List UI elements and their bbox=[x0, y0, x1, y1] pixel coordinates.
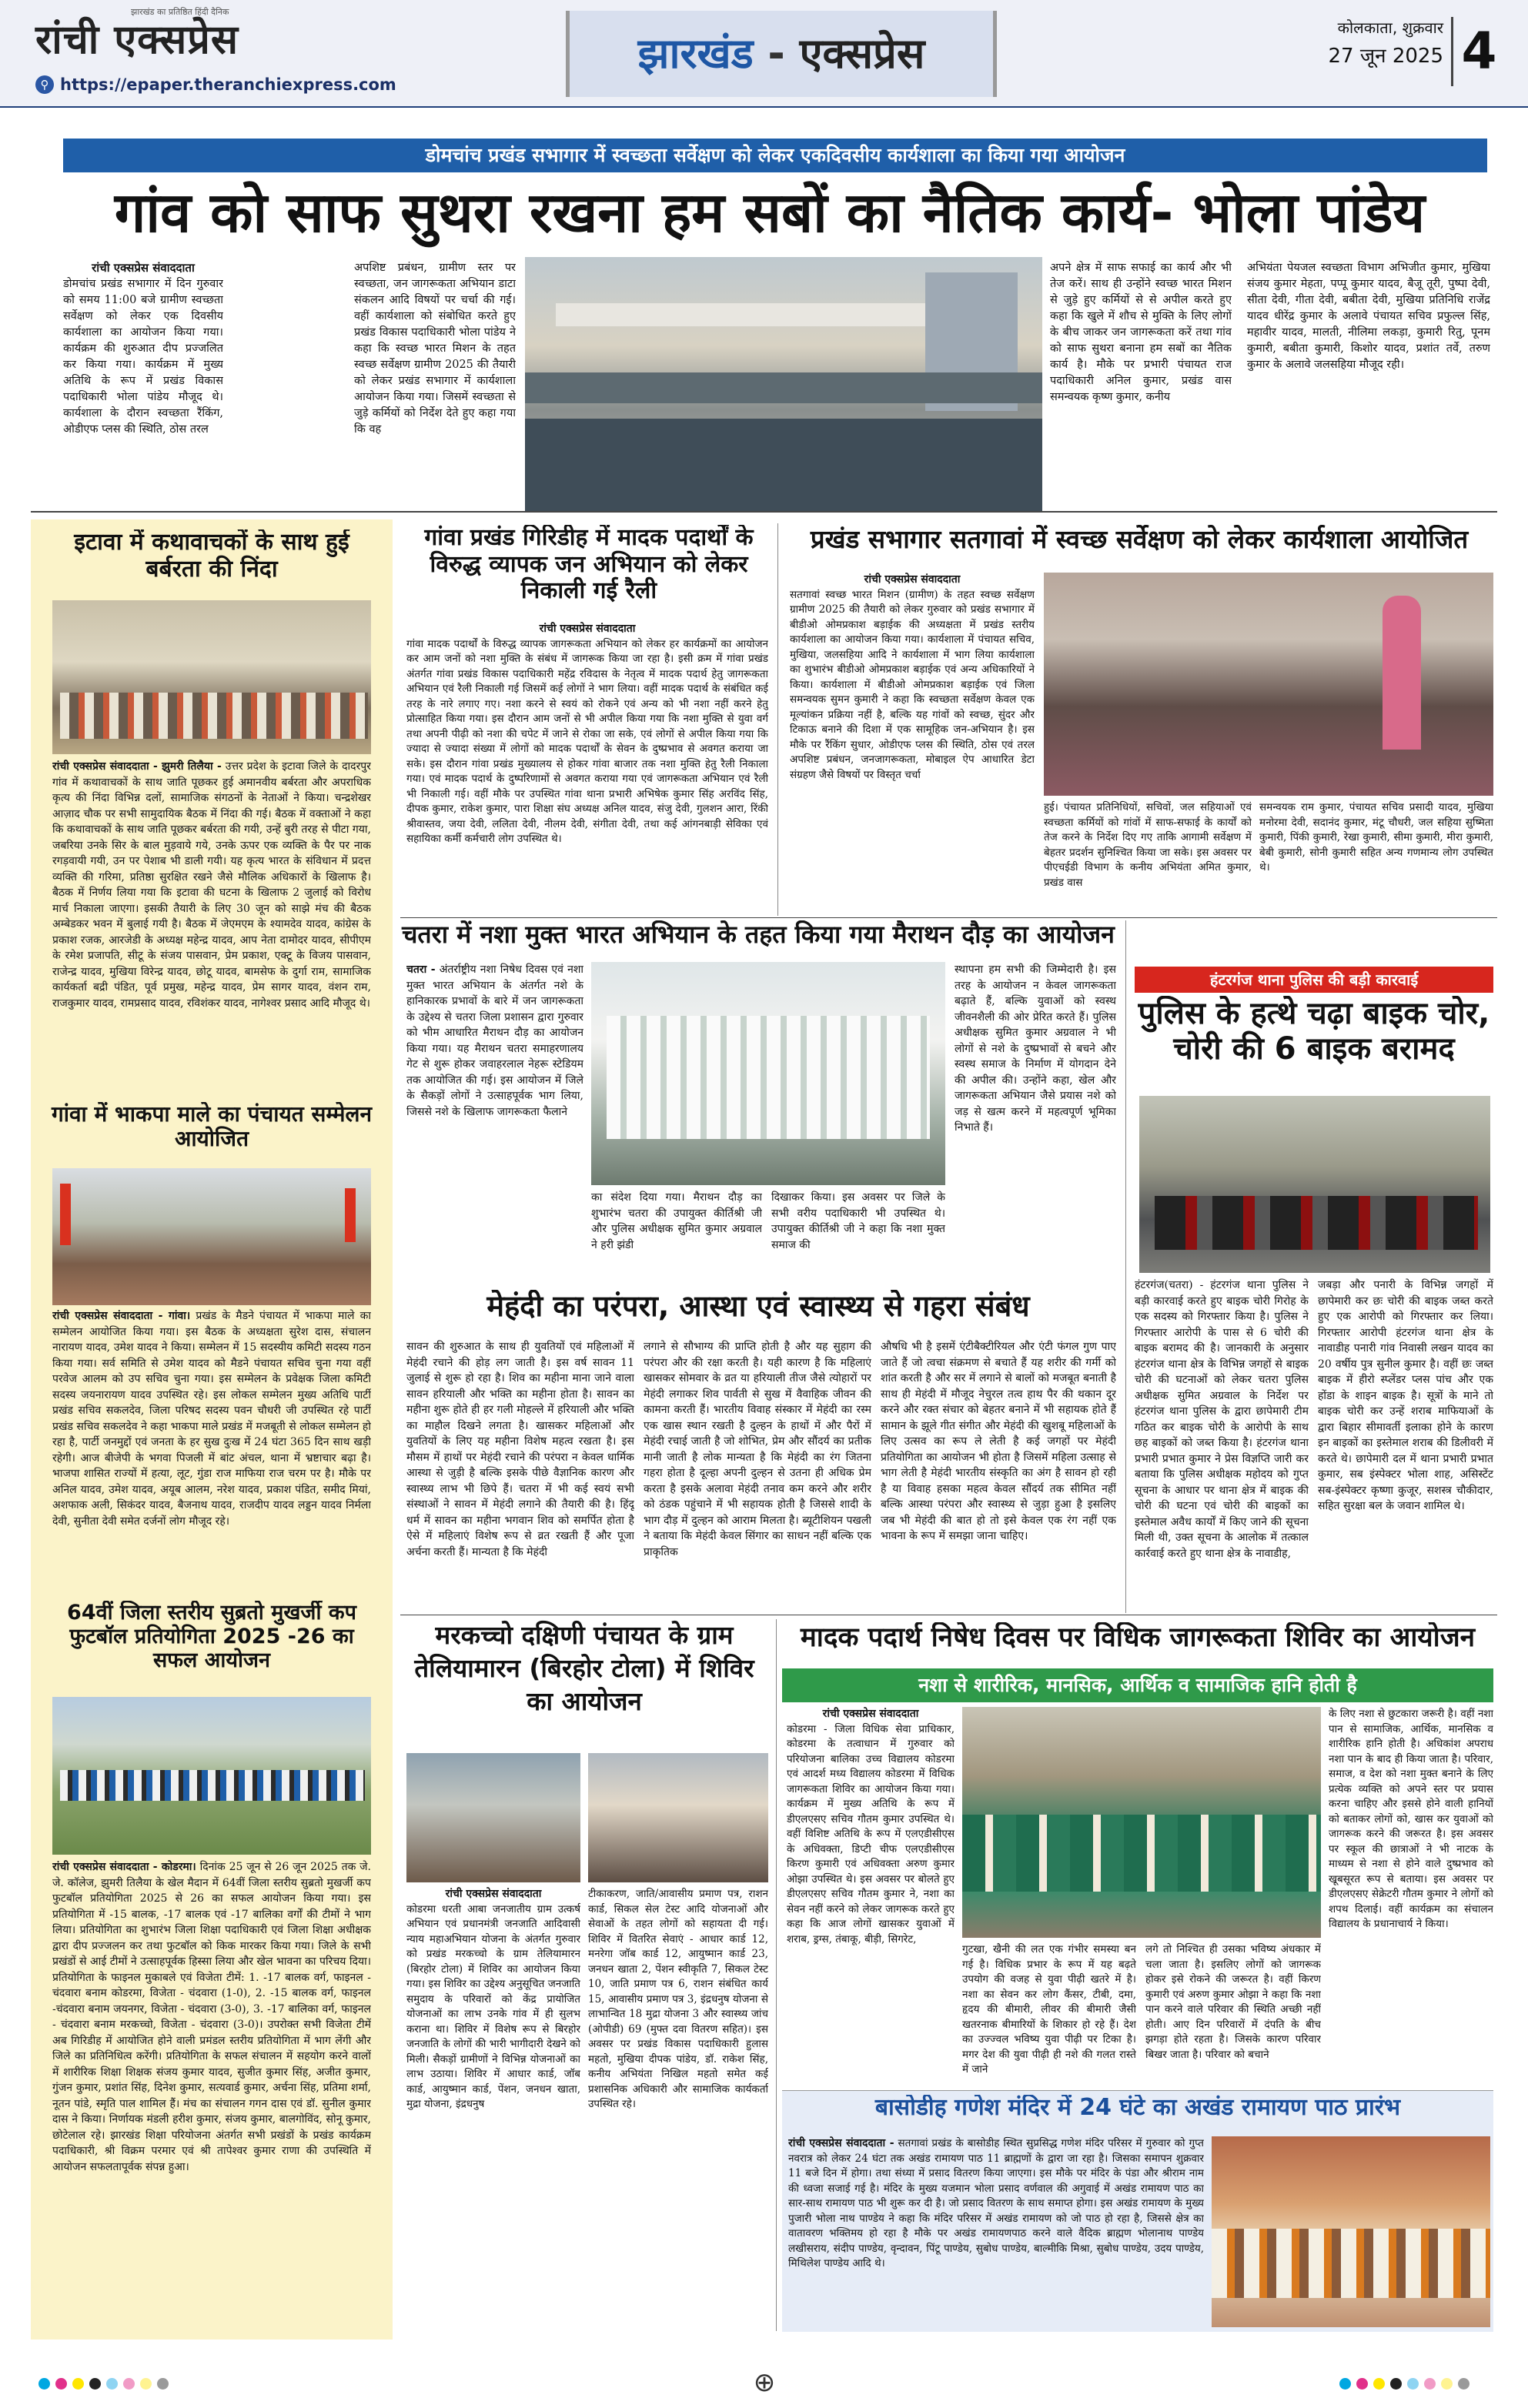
satgawan-col-1-text: सतगावां स्वच्छ भारत मिशन (ग्रामीण) के तहत स्वच्छ सर्वेक्षण ग्रामीण 2025 की तैयारी को लेकर गुरुवार को प्रखंड सभागार में बीडीओ ओमप्रकाश बड़ाईक की अध्यक्षता में प्रखंड स्तरीय कार्यशाला का आयोजन किया गया। कार्यशाला में पंचायत सचिव, मुखिया, जलसहिया आदि ने कार्यशाला में भाग लिया कार्यशाला का शुभारंभ बीडीओ ओमप्रकाश बड़ाईक एवं अन्य अधिकारियों ने किया। कार्यशाला में बीडीओ ओमप्रकाश बड़ाईक एवं जिला समन्वयक सुमन कुमारी ने कहा कि स्वच्छता सर्वेक्षण केवल एक मूल्यांकन प्रक्रिया नहीं है, बल्कि यह गांवों को स्वच्छ, सुंदर और टिकाऊ बनाने की दिशा में एक सामूहिक जन-अभियान है। इस मौके पर रैंकिंग सुधार, ओडीएफ प्लस की स्थिति, ठोस एवं तरल अपशिष्ट प्रबंधन, जनजागरूकता, मोबाइल ऐप आधारित डेटा संग्रहण जैसे विषयों पर विस्तृत चर्चा bbox=[790, 588, 1035, 781]
nasha-col-1 bbox=[787, 1707, 955, 2084]
lead-headline: गांव को साफ सुथरा रखना हम सबों का नैतिक कार्य- भोला पांडेय bbox=[114, 180, 1426, 245]
chatra-col-1-text: अंतर्राष्ट्रीय नशा निषेध दिवस एवं नशा मुक्त भारत अभियान के अंतर्गत नशे के हानिकारक प्रभावों के बारे में जन जागरूकता के उद्देश्य से चतरा जिला प्रशासन द्वारा गुरुवार को भीम आधारित मैराथन दौड़ का आयोजन किया गया। यह मैराथन चतरा समाहरणालय गेट से शुरू होकर जवाहरलाल नेहरू स्टेडियम तक आयोजित की गई। इस आयोजन में जिले के सैकड़ों लोगों ने उत्साहपूर्वक भाग लिया, जिससे नशे के खिलाफ जागरूकता फैलाने bbox=[406, 964, 583, 1118]
mehndi-col-1: सावन की शुरुआत के साथ ही युवतियों एवं महिलाओं में मेहंदी रचाने की होड़ लग जाती है। इस वर्ष सावन 11 जुलाई से शुरू हो रहा है। शिव का महीना माना जाने वाला सावन हरियाली और भक्ति का महीना होता है। सावन का महीना शुरू होते ही हर गली मोहल्ले में हरियाली और भक्ति का माहौल दिखने लगता है। खासकर महिलाओं और युवतियों के लिए यह महीना विशेष महत्व रखता है। इस मौसम में हाथों पर मेहंदी रचाने की परंपरा न केवल धार्मिक आस्था से जुड़ी है बल्कि इसके पीछे वैज्ञानिक कारण और स्वास्थ्य लाभ भी छिपे हैं। चतरा में भी कई स्वयं सभी संस्थाओं ने सावन में मेहंदी लगाने की तैयारी की है। हिंदू धर्म में सावन का महीना भगवान शिव को समर्पित होता है ऐसे में महिलाएं विशेष रूप से व्रत रखती हैं और पूजा अर्चना करती हैं। मान्यता है कि मेहंदी bbox=[406, 1341, 634, 1558]
maley-headline: गांवा में भाकपा माले का पंचायत सम्मेलन आयोजित bbox=[51, 1102, 373, 1152]
satgawan-col-2: हुई। पंचायत प्रतिनिधियों, सचिवों, जल सहियाओं एवं स्वच्छता कर्मियों को गांवों में साफ-सफाई के कार्यों को तेज करने के निर्देश दिए गए ताकि आगामी सर्वेक्षण में बेहतर प्रदर्शन सुनिश्चित किया जा सके। इस अवसर पर पीएचईडी विभाग के कनीय अभियंता अमित कुमार, प्रखंड वास bbox=[1044, 801, 1252, 889]
football-headline: 64वीं जिला स्तरीय सुब्रतो मुखर्जी कप फुटबॉल प्रतियोगिता 2025 -26 का सफल आयोजन bbox=[67, 1601, 356, 1673]
chatra-right-rule bbox=[1125, 920, 1126, 1613]
section-right: एक्सप्रेस bbox=[799, 29, 925, 78]
etawah-body bbox=[52, 759, 371, 1033]
nasha-byline: रांची एक्सप्रेस संवाददाता bbox=[822, 1708, 919, 1720]
nasha-subhead: नशा से शारीरिक, मानसिक, आर्थिक व सामाजिक हानि होती है bbox=[918, 1674, 1357, 1696]
football-body bbox=[52, 1859, 371, 2324]
markacho-photo-2 bbox=[588, 1753, 768, 1882]
nasha-col-3: लगे तो निश्चित ही उसका भविष्य अंधकार में चला जाता है। इसलिए लोगों को जागरूक होकर इसे रोकने की जरूरत है। वहीं किरण कुमारी एवं अरुण कुमार ओझा ने कहा कि नशा पान करने वाले परिवार की स्थिति अच्छी नहीं होती। आए दिन परिवारों में दंपति के बीच झगड़ा होते रहता है। जिसके कारण परिवार बिखर जाता है। परिवार को बचाने bbox=[1145, 1943, 1321, 2061]
satgawan-col-3: समन्वयक राम कुमार, पंचायत सचिव प्रसादी यादव, मुखिया मनोरमा देवी, सदानंद कुमार, मंटू चौधरी, जल सहिया सुष्मिता कुमारी, पिंकी कुमारी, रेखा कुमारी, सीमा कुमारी, मीरा कुमारी, बेबी कुमारी, सोनी कुमारी सहित अन्य गणमान्य लोग उपस्थित थे। bbox=[1259, 801, 1493, 873]
lead-kicker: डोमचांच प्रखंड सभागार में स्वच्छता सर्वेक्षण को लेकर एकदिवसीय कार्यशाला का किया गया आयोजन bbox=[425, 144, 1125, 166]
nasha-headline: मादक पदार्थ निषेध दिवस पर विधिक जागरूकता शिविर का आयोजन bbox=[800, 1622, 1476, 1653]
markacho-right-rule bbox=[776, 1619, 777, 2331]
dateline-box bbox=[1305, 15, 1443, 72]
gawan-right-rule bbox=[777, 523, 778, 916]
lead-photo-workshop bbox=[525, 257, 1042, 511]
lead-col-1 bbox=[63, 260, 223, 499]
city-day: कोलकाता, शुक्रवार bbox=[1337, 18, 1443, 37]
ramayan-body bbox=[788, 2136, 1204, 2330]
footer-color-dots-right bbox=[1339, 2378, 1475, 2393]
chatra-under-1: का संदेश दिया गया। मैराथन दौड़ का शुभारंभ चतरा की उपायुक्त कीर्तिश्री जी और पुलिस अधीक्षक सुमित कुमार अग्रवाल ने हरी झंडी bbox=[591, 1191, 762, 1251]
markacho-headline: मरकच्चो दक्षिणी पंचायत के ग्राम तेलियामारन (बिरहोर टोला) में शिविर का आयोजन bbox=[414, 1620, 754, 1716]
nasha-col-1-text: कोडरमा - जिला विधिक सेवा प्राधिकार, कोडरमा के तत्वाधान में गुरुवार को परियोजना बालिका उच्च विद्यालय कोडरमा एवं आदर्श मध्य विद्यालय कोडरमा में विधिक जागरूकता शिविर का आयोजन किया गया। कार्यक्रम में मुख्य अतिथि के रूप में डीएलएसए सचिव गौतम कुमार उपस्थित थे। वहीं विशिष्ट अतिथि के रूप में एलएडीसीएस के अधिवक्ता, डिप्टी चीफ एलएडीसीएस किरण कुमारी एवं अधिवक्ता अरुण कुमार ओझा उपस्थित थे। इस अवसर पर बोलते हुए डीएलएसए सचिव गौतम कुमार ने, नशा का सेवन नहीं करने को लेकर जागरूक करते हुए कहा कि आज लोगों खासकर युवाओं में शराब, ड्रग्स, तंबाकू, बीड़ी, सिगरेट, bbox=[787, 1722, 955, 1945]
markacho-col-2: टीकाकरण, जाति/आवासीय प्रमाण पत्र, राशन कार्ड, सिकल सेल टेस्ट आदि योजनाओं और सेवाओं के तहत लोगों को सहायता दी गई। शिविर में वितरित सेवाएं - आधार कार्ड 12, मनरेगा जॉब कार्ड 12, आयुष्मान कार्ड 23, जनधन खाता 2, पेंशन स्वीकृति 7, सिकल टेस्ट 10, जाति प्रमाण पत्र 6, राशन संबंधित कार्य 15, आवासीय प्रमाण पत्र 3, इंद्रधनुष योजना से लाभान्वित 18 मुद्रा योजना 3 और स्वास्थ्य जांच (ओपीडी) 69 (मुफ्त दवा वितरण सहित)। इस अवसर पर प्रखंड विकास पदाधिकारी हुलास महतो, मुखिया दीपक पांडेय, डॉ. राकेश सिंह, कनीय अभियंता निखिल महतो समेत कई प्रशासनिक अधिकारी और सामाजिक कार्यकर्ता उपस्थित रहे। bbox=[588, 1888, 768, 2110]
ramayan-text: सतगावां प्रखंड के बासोडीह स्थित सुप्रसिद्ध गणेश मंदिर परिसर में गुरुवार को गुप्त नवरात्र को लेकर 24 घंटा तक अखंड रामायण पाठ 11 ब्राह्मणों के द्वारा जा रहा है। जिसका समापन शुक्रवार 11 बजे दिन में होगा। तथा संध्या में प्रसाद वितरण किया जाएगा। इस मौके पर मंदिर के पंडा और श्रीराम नाम की ध्वजा सजाई गई है। मंदिर के मुख्य यजमान भोला प्रसाद वर्णवाल की अगुवाई में अखंड रामायण पाठ का सार-साथ रामायण पाठ भी शुरू कर दी है। जो प्रसाद वितरण के साथ समाप्त होगा। इस अखंड रामायण के मुख्य पुजारी भोला नाथ पाण्डेय ने कहा कि मंदिर परिसर में अखंड रामायण को जो पाठ हो रहा है, जिससे क्षेत्र का वातावरण भक्तिमय हो रहा है मौके पर अखंड रामायणपाठ करने वाले वैदिक ब्राह्मण भोलानाथ पाण्डेय लखीसराय, संदीप पाण्डेय, वृन्दावन, पिंटू पाण्डेय, सुबोध पाण्डेय, बाल्मीकि मिश्रा, सुबोध पाण्डेय, उदय पाण्डेय, मिथिलेश पाण्डेय आदि थे। bbox=[788, 2137, 1204, 2269]
gawan-text: गांवा मादक पदार्थों के विरुद्ध व्यापक जागरूकता अभियान को लेकर हर कार्यक्रमों का आयोजन कर आम जनों को नशा मुक्ति के संबंध में जागरूक किया जा रहा है। इसी क्रम में गांवा प्रखंड अंतर्गत गांवा प्रखंड विकास पदाधिकारी महेंद्र रविदास के नेतृत्व में मादक पदार्थ हेतु जागरूकता अभियान एवं रैली निकाली गई जिसमें कई लोगों ने भाग लिया। वहीं मादक पदार्थ के संबंधित कई तरह के नारे लगाए गए। नशा करने से स्वयं को रोकने एवं अन्य को भी नशा नहीं करने हेतु प्रोत्साहित किया गया। इस दौरान आम जनों से भी अपील किया गया कि नशा मुक्ति से युवा वर्ग तथा अपनी पीढ़ी को नशा की चपेट में जाने से रोका जा सके, एवं लोगों से अपील किया गया कि ज्यादा से ज्यादा संख्या में लोगों को मादक पदार्थों के सेवन के दुष्प्रभाव से अवगत कराया जा सके। इस दौरान गांवा प्रखंड मुख्यालय से होकर गांवा बाजार तक नशा मुक्ति हेतु रैली निकाला गया। एवं मादक पदार्थ के दुष्परिणामों से अवगत कराया गया एवं जागरूकता अभियान एवं रैली भी निकाली गई। वहीं मौके पर उपस्थित गांवा थाना प्रभारी अभिषेक कुमार सिंह अरविंद सिंह, दीपक कुमार, राकेश कुमार, पारा शिक्षा संघ अध्यक्ष अनिल यादव, संजु देवी, गुलशन आरा, रिंकी श्रीवास्तव, जया देवी, ललिता देवी, नीलम देवी, संगीता देवी, तथा कई आंगनबाड़ी सेविका एवं सहायिका कर्मी कर्मचारी लोग उपस्थित थे। bbox=[406, 637, 768, 845]
hunter-col-2: जबड़ा और पनारी के विभिन्न जगहों में छापेमारी कर छः चोरी की बाइक जब्त करते हुए एक आरोपी को गिरफ्तार कर लिया। गिरफ्तार आरोपी हंटरगंज थाना क्षेत्र के नावाडीह पनारी गांव निवासी लखन यादव का 20 वर्षीय पुत्र सुनील कुमार है। वहीं छः जब्त बाइक में हीरो स्प्लेंडर प्लस पांच और एक होंडा के शाइन बाइक है। सूत्रों के माने तो बाइक चोरी कर उन्हें शराब माफियाओं के द्वारा बिहार सीमावर्ती इलाका होने के कारण इन बाइकों का इस्तेमाल शराब की डिलीवरी में करते थे। छापेमारी दल में थाना प्रभारी प्रभात कुमार, सब इंस्पेक्टर भोला शाह, असिस्टेंट सब-इंस्पेक्टर कृष्णा कुजूर, सशस्त्र चौकीदार, सहित सुरक्षा बल के जवान शामिल थे। bbox=[1318, 1279, 1493, 1512]
lead-col-4: अभियंता पेयजल स्वच्छता विभाग अभिजीत कुमार, मुखिया संजय कुमार मेहता, पप्पू कुमार यादव, बैजू तूरी, पुष्पा देवी, सीता देवी, गीता देवी, बबीता देवी, मुखिया प्रतिनिधि राजेंद्र यादव धीरेंद्र कुमार के अलावे पंचायत सचिव प्रफुल्ल सिंह, महावीर यादव, मालती, नीलिमा लकड़ा, कुमारी रितु, पूनम कुमारी, बबीता कुमारी, किशोर यादव, प्रशांत तर्वे, तरुण कुमार के अलावे जलसहिया मौजूद रही। bbox=[1247, 262, 1490, 371]
gawan-body bbox=[406, 622, 768, 913]
maley-body bbox=[52, 1308, 371, 1591]
section-dash: - bbox=[767, 29, 785, 78]
row2-rule bbox=[400, 917, 1497, 918]
satgawan-photo bbox=[1044, 573, 1493, 796]
hunter-headline: पुलिस के हत्थे चढ़ा बाइक चोर, चोरी की 6 बाइक बरामद bbox=[1138, 996, 1490, 1067]
masthead bbox=[0, 0, 1528, 108]
markacho-col-1-text: कोडरमा धरती आबा जनजातीय ग्राम उत्कर्ष अभियान एवं प्रधानमंत्री जनजाति आदिवासी न्याय महाअभियान योजना के अंतर्गत गुरुवार को प्रखंड मरकच्चो के ग्राम तेलियामारन (बिरहोर टोला) में शिविर का आयोजन किया गया। इस शिविर का उद्देश्य अनुसूचित जनजाति समुदाय के परिवारों को केंद्र प्रायोजित योजनाओं का लाभ उनके गांव में ही सुलभ कराना था। शिविर में विशेष रूप से बिरहोर जनजाति के लोगों की भारी भागीदारी देखने को मिली। सैकड़ों ग्रामीणों ने विभिन्न योजनाओं का लाभ उठाया। शिविर में आधार कार्ड, जॉब कार्ड, आयुष्मान कार्ड, पेंशन, जनधन खाता, मुद्रा योजना, इंद्रधनुष bbox=[406, 1902, 580, 2110]
chatra-col-1 bbox=[406, 962, 583, 1285]
chatra-dateline: चतरा - bbox=[406, 964, 436, 976]
section-title bbox=[570, 31, 993, 77]
chatra-under-2: दिखाकर किया। इस अवसर पर जिले के सभी वरीय पदाधिकारी भी उपस्थित थे। उपायुक्त कीर्तिश्री जी ने कहा कि नशा मुक्त समाज की bbox=[771, 1191, 945, 1251]
satgawan-col-1 bbox=[790, 573, 1035, 911]
masthead-tagline: झारखंड का प्रतिष्ठित हिंदी दैनिक bbox=[131, 7, 229, 17]
maley-text: प्रखंड के मैडने पंचायत में भाकपा माले का सम्मेलन आयोजित किया गया। इस बैठक के अध्यक्षता सुरेश दास, संचालन नारायण यादव, उमेश यादव ने किया। सम्मेलन में 15 सदस्यीय कमिटी सदस्य गठन किया गया। सर्व समिति से उमेश यादव को मैडने पंचायत सचिव चुना गया वहीं परवेज आलम को उप सचिव चुना गया। इस सम्मेलन के प्रवेक्षक जिला कमिटी सदस्य जयनारायण यादव उपस्थित रहे। इस लोकल सम्मेलन मुख्य अतिथि पार्टी प्रखंड सचिव सकलदेव, जिला परिषद सदस्य पवन चौधरी जी उपस्थित रहे पार्टी प्रखंड सचिव सकलदेव ने कहा भाकपा माले प्रखंड में मजबूती से लोकल सम्मेलन हो रहा है, पार्टी जनमुद्दों एवं जनता के हर सुख दुःख में 24 घंटा 365 दिन साथ खड़ी रहेगी। आज बीजेपी के भगवा पिजली में बांट अंचल, थाना में भ्रष्टाचार बढ़ा है। भाजपा शासित राज्यों में हत्या, लूट, गुंडा राज माफिया राज चरम पर है। मौके पर अनिल यादव, उमेश यादव, अयूब आलम, नरेश यादव, प्रकाश पंडित, समीद मियां, अशफाक अली, सिकंदर यादव, बैजनाथ यादव, राजदीप यादव लड्डन यादव निर्मला देवी, सुनीता देवी समेत दर्जनों लोग मौजूद रहे। bbox=[52, 1310, 371, 1528]
chatra-photo bbox=[591, 962, 945, 1185]
hunter-col-1: हंटरगंज(चतरा) - हंटरगंज थाना पुलिस ने बड़ी कारवाई करते हुए बाइक चोरी गिरोह के एक सदस्य को गिरफ्तार किया है। पुलिस ने गिरफ्तार आरोपी के पास से 6 चोरी की बाइक बरामद की है। जानकारी के अनुसार हंटरगंज थाना क्षेत्र के विभिन्न जगहों से बाइक चोरी की घटनाओं को लेकर चतरा पुलिस अधीक्षक सुमित अग्रवाल के निर्देश पर हंटरगंज थाना पुलिस के द्वारा छापेमारी टीम गठित कर बाइक चोरी के आरोपी के साथ छह बाइकों को जब्त किया है। हंटरगंज थाना प्रभारी प्रभात कुमार ने प्रेस विज्ञप्ति जारी कर बताया कि पुलिस अधीक्षक महोदय को गुप्त सूचना के आधार पर थाना क्षेत्र में बाइक की चोरी की घटना एवं चोरी की बाइकों का इस्तेमाल अवैध कार्यों में किए जाने की सूचना मिली थी, उक्त सूचना के आलोक में तत्काल कार्रवाई करते हुए थाना क्षेत्र के नावाडीह, bbox=[1135, 1279, 1309, 1560]
football-text: दिनांक 25 जून से 26 जून 2025 तक जे. जे. कॉलेज, झुमरी तिलैया के खेल मैदान में 64वीं जिला स्तरीय सुब्रतो मुखर्जी कप फुटबॉल प्रतियोगिता 2025 से 26 का सफल आयोजन किया गया। इस प्रतियोगिता में -15 बालक, -17 बालक एवं -17 बालिका वर्गों की टीमों ने भाग लिया। प्रतियोगिता का शुभारंभ जिला शिक्षा पदाधिकारी एवं जिला शिक्षा अधीक्षक द्वारा दीप प्रज्जलन कर तथा फुटबॉल को किक मारकर किया गया। जिले के सभी प्रखंडों से आई टीमों ने उत्साहपूर्वक हिस्सा लिया और खेल भावना का परिचय दिया। प्रतियोगिता के फाइनल मुकाबले एवं विजेता टीमें: 1. -17 बालक वर्ग, फाइनल - चंदवारा बनाम कोडरमा, विजेता - चंदवारा (1-0), 2. -15 बालक वर्ग, फाइनल -चंदवारा बनाम जयनगर, विजेता - चंदवारा (3-0), 3. -17 बालिका वर्ग, फाइनल - चंदवारा बनाम मरकच्चो, विजेता - चंदवारा (3-0)। उपरोक्त सभी विजेता टीमें अब गिरिडीह में आयोजित होने वाली प्रमंडल स्तरीय प्रतियोगिता में भाग लेंगी और जिले का प्रतिनिधित्व करेंगी। प्रतियोगिता के सफल संचालन में सहयोग करने वालों में शारीरिक शिक्षा शिक्षक संजय कुमार यादव, सुजीत कुमार सिंह, अजीत कुमार, गुंजन कुमार, प्रशांत सिंह, दिनेश कुमार, सत्यवार्ड कुमार, अर्चना सिंह, प्रतिमा शर्मा, नूतन पांडे, स्मृति पाल शामिल हैं। मंच का संचालन गगन दास एवं डॉ. सुनील कुमार दास ने किया। निर्णायक मंडली हरीश कुमार, संजय कुमार, बालगोविंद, सोनू कुमार, छोटेलाल रहे। झारखंड शिक्षा परियोजना अंतर्गत सभी प्रखंडों के प्रखंड कार्यक्रम पदाधिकारी, श्री विक्रम परमार एवं श्री तापेश्वर कुमार राणा की उपस्थिति में आयोजन सफलतापूर्वक संपन्न हुआ। bbox=[52, 1861, 371, 2173]
etawah-photo bbox=[52, 600, 371, 754]
football-photo bbox=[52, 1697, 371, 1855]
nasha-col-4: के लिए नशा से छुटकारा जरूरी है। वहीं नशा पान से सामाजिक, आर्थिक, मानसिक व शारीरिक हानि होती है। अधिकांश अपराध नशा पान के बाद ही किया जाता है। परिवार, समाज, व देश को नशा मुक्त बनाने के लिए प्रत्येक व्यक्ति को अपने स्तर पर प्रयास करना चाहिए और इससे होने वाली हानियों को बताकर लोगों को, खास कर युवाओं को जागरूक करने की जरूरत है। इस अवसर पर स्कूल की छात्राओं ने भी नाटक के माध्यम से नशा से होने वाले दुष्प्रभाव को खूबसूरत रूप से बताया। इस अवसर पर डीएलएसए सेक्रेटरी गौतम कुमार ने लोगों को शपथ दिलाई। वहीं कार्यक्रम का संचालन विद्यालय के प्रधानाचार्य ने किया। bbox=[1329, 1708, 1493, 1930]
masthead-brand: रांची एक्सप्रेस bbox=[35, 17, 239, 63]
lead-bottom-rule bbox=[31, 511, 1497, 513]
etawah-byline: रांची एक्सप्रेस संवाददाता - झुमरी तिलैया - bbox=[52, 760, 222, 773]
lead-col-2: अपशिष्ट प्रबंधन, ग्रामीण स्तर पर स्वच्छता, जन जागरूकता अभियान डाटा संकलन आदि विषयों पर चर्चा की गई। वहीं कार्यशाला को संबोधित करते हुए प्रखंड विकास पदाधिकारी भोला पांडेय ने कहा कि स्वच्छ भारत मिशन के तहत स्वच्छ सर्वेक्षण ग्रामीण 2025 की तैयारी को लेकर प्रखंड सभागार में कार्यशाला आयोजन किया गया। जिसमें स्वच्छता से जुड़े कर्मियों को निर्देश देते हुए कहा गया कि वह bbox=[354, 262, 516, 436]
gawan-byline: रांची एक्सप्रेस संवाददाता bbox=[539, 623, 636, 635]
link-icon: ⚲ bbox=[35, 75, 54, 94]
lead-col-1-text: डोमचांच प्रखंड सभागार में दिन गुरुवार को समय 11:00 बजे ग्रामीण स्वच्छता सर्वेक्षण को लेकर एक दिवसीय कार्यशाला का आयोजन किया गया। कार्यक्रम की शुरुआत दीप प्रज्जलित कर किया गया। कार्यक्रम में मुख्य अतिथि के रूप में प्रखंड विकास पदाधिकारी भोला पांडेय मौजूद थे। कार्यशाला के दौरान स्वच्छता रैंकिंग, ओडीएफ प्लस की स्थिति, ठोस तरल bbox=[63, 278, 223, 436]
markacho-col-1 bbox=[406, 1887, 580, 2333]
hunter-photo bbox=[1139, 1096, 1490, 1273]
epaper-url[interactable]: https://epaper.theranchiexpress.com bbox=[60, 75, 396, 94]
ramayan-byline: रांची एक्सप्रेस संवाददाता - bbox=[788, 2137, 894, 2149]
etawah-headline: इटावा में कथावाचकों के साथ हुई बर्बरता की निंदा bbox=[74, 529, 349, 583]
hunter-label: हंटरगंज थाना पुलिस की बड़ी कारवाई bbox=[1209, 970, 1419, 989]
section-left: झारखंड bbox=[637, 29, 754, 78]
lead-col-3: अपने क्षेत्र में साफ सफाई का कार्य और भी तेज करें। साथ ही उन्होंने स्वच्छ भारत मिशन से जुड़े हुए कर्मियों से से अपील करते हुए कहा कि खुले में शौच से मुक्ति के लिए लोगों के बीच जाकर जन जागरूकता करें तथा गांव को साफ सुथरा बनाना हम सबों का नैतिक कार्य है। मौके पर प्रभारी पंचायत राज पदाधिकारी अनिल कुमार, प्रखंड वास समन्वयक कृष्ण कुमार, कनीय bbox=[1050, 262, 1232, 403]
ramayan-headline: बासोडीह गणेश मंदिर में 24 घंटे का अखंड रामायण पाठ प्रारंभ bbox=[874, 2095, 1401, 2121]
maley-photo bbox=[52, 1168, 371, 1305]
registration-mark-icon: ⊕ bbox=[753, 2367, 776, 2398]
chatra-col-3: स्थापना हम सभी की जिम्मेदारी है। इस तरह के आयोजन न केवल जागरूकता बढ़ाते हैं, बल्कि युवाओं को स्वस्थ जीवनशैली की ओर प्रेरित करते हैं। पुलिस अधीक्षक सुमित कुमार अग्रवाल ने भी लोगों से नशे के दुष्प्रभावों से बचने और स्वस्थ समाज के निर्माण में योगदान देने की अपील की। उन्होंने कहा, खेल और जागरूकता अभियान जैसे प्रयास नशे को जड़ से खत्म करने में महत्वपूर्ण भूमिका निभाते हैं। bbox=[955, 964, 1116, 1134]
markacho-byline: रांची एक्सप्रेस संवाददाता bbox=[445, 1888, 542, 1900]
mehndi-col-3: औषधि भी है इसमें एंटीबैक्टीरियल और एंटी फंगल गुण पाए जाते हैं जो त्वचा संक्रमण से बचाते हैं यह शरीर की गर्मी को शांत करती है और सर में लगाने से बालों को मजबूत बनाती है साथ ही मेहंदी में मौजूद नेचुरल तत्व हाथ पैर की थकान दूर करने और रक्त संचार को बेहतर बनाने में भी सहायक होते हैं सामान के झूले गीत संगीत और मेहंदी की खुशबू महिलाओं के लिए उत्सव का रूप ले लेती है कई जगहों पर मेहंदी प्रतियोगिता का आयोजन भी होता है जिसमें महिला उत्साह से भाग लेती है मेहंदी भारतीय संस्कृति का अंग है सावन हो रही है या विवाह हसका महत्व केवल सौंदर्य तक सीमित नहीं बल्कि आस्था परंपरा और स्वास्थ्य से जुड़ा हुआ है इसलिए जब भी मेहंदी की बात हो तो इसे केवल एक रंग नहीं एक भावना के रूप में समझा जाना चाहिए। bbox=[881, 1341, 1116, 1542]
issue-date: 27 जून 2025 bbox=[1328, 45, 1443, 68]
maley-byline: रांची एक्सप्रेस संवाददाता - गांवा। bbox=[52, 1310, 191, 1322]
chatra-headline: चतरा में नशा मुक्त भारत अभियान के तहत किया गया मैराथन दौड़ का आयोजन bbox=[402, 920, 1115, 949]
satgawan-headline: प्रखंड सभागार सतगावां में स्वच्छ सर्वेक्षण को लेकर कार्यशाला आयोजित bbox=[810, 525, 1469, 554]
mehndi-col-2: लगाने से सौभाग्य की प्राप्ति होती है और यह सुहाग की परंपरा और की रक्षा करती है। यही कारण है कि महिलाएं खासकर सोमवार के व्रत या हरियाली तीज जैसे त्योहारों पर मेहंदी लगाकर शिव पार्वती से सुख में वैवाहिक जीवन की कामना करती हैं। भारतीय विवाह संस्कार में मेहंदी का रस्म एक खास स्थान रखती है दुल्हन के हाथों में और पैरों में मेहंदी रचाई जाती है जो शोभित, प्रेम और सौंदर्य का प्रतीक मानी जाती है लोक मान्यता है कि मेहंदी का रंग जितना गहरा होता है दूल्हा अपनी दुल्हन से उतना ही अधिक प्रेम करता है इसके अलावा मेहंदी तनाव कम करने और शरीर को ठंडक पहुंचाने में भी सहायक होती है जिससे शादी के भाग दौड़ में दुल्हन को आराम मिलता है। ब्यूटीशियन पखली ने बताया कि मेहंदी केवल सिंगार का साधन नहीं बल्कि एक प्राकृतिक bbox=[644, 1341, 871, 1558]
footer-color-dots-left bbox=[38, 2378, 174, 2393]
nasha-photo bbox=[962, 1707, 1321, 1938]
ramayan-photo bbox=[1212, 2136, 1490, 2327]
nasha-col-2: गुटखा, खैनी की लत एक गंभीर समस्या बन गई है। विधिक प्रभार के रूप में यह बढ़ते उपयोग की वजह से युवा पीढ़ी खतरे में है। नशा का सेवन कर लोग कैंसर, टीबी, दमा, हृदय की बीमारी, लीवर की बीमारी जैसी खतरनाक बीमारियों के शिकार हो रहे हैं। देश का उज्ज्वल भविष्य युवा पीढ़ी पर टिका है। मगर देश की युवा पीढ़ी ही नशे की गलत रास्ते में जाने bbox=[962, 1943, 1136, 2076]
mehndi-headline: मेहंदी का परंपरा, आस्था एवं स्वास्थ्य से गहरा संबंध bbox=[486, 1290, 1030, 1323]
section-banner bbox=[566, 11, 997, 97]
football-byline: रांची एक्सप्रेस संवाददाता - कोडरमा। bbox=[52, 1861, 196, 1873]
gawan-headline: गांवा प्रखंड गिरिडीह में मादक पदार्थों के विरुद्ध व्यापक जन अभियान को लेकर निकाली गई रैली bbox=[424, 525, 754, 604]
markacho-photo-1 bbox=[406, 1753, 580, 1882]
lead-byline: रांची एक्सप्रेस संवाददाता bbox=[92, 261, 195, 275]
satgawan-byline: रांची एक्सप्रेस संवाददाता bbox=[864, 573, 961, 586]
etawah-text: उत्तर प्रदेश के इटावा जिले के दादरपुर गांव में कथावाचकों के साथ जाति पूछकर हुई अमानवीय बर्बरता और अपराधिक कृत्य की निंदा विभिन्न दलों, सामाजिक संगठनों के नेताओं ने किया। चन्द्रशेखर आज़ाद चौक पर सभी सामुदायिक बैठक में निंदा की गई। बैठक में वक्ताओं ने कहा कि कथावाचकों के साथ जाति पूछकर बर्बरता की गयी, उन्हें बुरी तरह से पीटा गया, जबरिया उनके सिर के बाल मुड़वाये गये, उनके ऊपर एक व्यक्ति के पैर पर नाक रगड़वायी गयी, उन पर पेशाब भी डाली गयी। यह कृत्य भारत के संविधान में प्रदत्त व्यक्ति की गरिमा, प्रतिष्ठा सुरक्षित रखने जैसे मौलिक अधिकारों के खिलाफ है। बैठक में निर्णय लिया गया कि इटावा की घटना के खिलाफ 2 जुलाई को विरोध मार्च निकाला जाएगा। इसकी तैयारी के लिए 30 जून को साझे मंच की बैठक अम्बेडकर भवन में बुलाई गयी है। बैठक में जेएमएम के श्यामदेव यादव, कांग्रेस के प्रकाश रजक, आरजेडी के अध्यक्ष महेन्द्र यादव, आप नेता दामोदर यादव, सीपीएम के रमेश प्रजापति, सीटू के संजय पासवान, प्रेम प्रकाश, एक्टू के विजय पासवान, राजेन्द्र यादव, मुखिया विरेन्द्र यादव, छोटू यादव, बामसेफ के दुर्गा राम, सामाजिक कार्यकर्ता बद्री पंडित, पूर्व प्रमुख, महेन्द्र यादव, प्रेम सागर यादव, वंशन राम, राजकुमार यादव, रामप्रसाद यादव, रविशंकर यादव, नागेश्वर प्रसाद आदि मौजूद थे। bbox=[52, 760, 371, 1010]
page-number: 4 bbox=[1451, 17, 1505, 86]
